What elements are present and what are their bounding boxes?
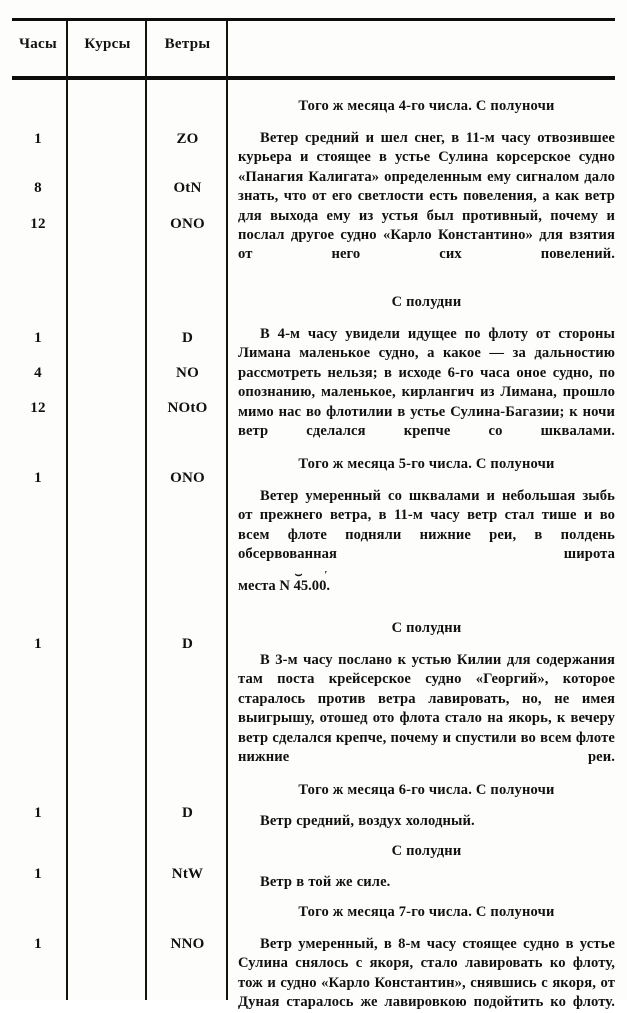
hours-entry: 12 bbox=[30, 216, 46, 232]
column-divider-winds-remarks bbox=[226, 21, 228, 1000]
log-paragraph-day4-midnight bbox=[238, 129, 615, 265]
winds-entry: ONO bbox=[170, 470, 205, 486]
column-divider-hours-courses bbox=[66, 21, 68, 1000]
hours-entry: 12 bbox=[30, 400, 46, 416]
winds-entry: NNO bbox=[170, 936, 205, 952]
winds-entry: D bbox=[181, 805, 194, 821]
log-paragraph-day5-midnight bbox=[238, 487, 615, 565]
section-heading-day5-noon: С полудни bbox=[391, 620, 462, 636]
winds-entry: OtN bbox=[173, 180, 202, 196]
table-top-rule bbox=[12, 18, 615, 21]
winds-entry: D bbox=[181, 636, 194, 652]
hours-entry: 1 bbox=[34, 866, 42, 882]
winds-entry: ONO bbox=[170, 216, 205, 232]
section-heading-day4-midnight: Того ж месяца 4-го числа. С полуночи bbox=[298, 98, 555, 114]
hours-entry: 1 bbox=[34, 131, 42, 147]
log-paragraph-text: Ветер средний и шел снег, в 11-м часу отвозившее курьера и стоящее в устье Сулина корсерское судно «Панагия Калигата» определенным ему сигналом дало знать, что от его светлости есть повеления, а как ветр для выхода ему из устья был противный, почему и послал другое судно «Карло Константино» для взятия от него сих повелений. bbox=[238, 130, 615, 263]
table-header-rule bbox=[12, 76, 615, 80]
hours-entry: 1 bbox=[34, 936, 42, 952]
column-header-hours: Часы bbox=[18, 36, 58, 52]
winds-entry: D bbox=[181, 330, 194, 346]
winds-entry: NO bbox=[176, 365, 199, 381]
log-paragraph-text: В 4-м часу увидели идущее по флоту от стороны Лимана маленькое судно, а какое — за дальностию рассмотреть нельзя; в исходе 6-го часа оное судно, по опознанию, маленькое, кирлангич из Лимана, прошло мимо нас во флотилии в устье Сулина-Багазии; к ночи ветр сделался крепче со шквалами. bbox=[238, 326, 615, 440]
hours-entry: 1 bbox=[34, 470, 42, 486]
log-paragraph-day4-noon bbox=[238, 325, 615, 441]
hours-entry: 1 bbox=[34, 636, 42, 652]
hours-entry: 8 bbox=[34, 180, 42, 196]
log-paragraph-text: Ветр в той же силе. bbox=[260, 874, 391, 890]
hours-entry: 4 bbox=[34, 365, 42, 381]
log-paragraph-text: Ветр средний, воздух холодный. bbox=[260, 813, 475, 829]
latitude-suffix: . bbox=[326, 577, 331, 594]
log-paragraph-text: Ветер умеренный со шквалами и небольшая зыбь от прежнего ветра, в 11-м часу ветр стал тише и во всем флоте подняли нижние реи, в полдень обсервованная широта bbox=[238, 488, 615, 563]
column-divider-courses-winds bbox=[145, 21, 147, 1000]
log-paragraph-day6-noon bbox=[238, 873, 615, 892]
section-heading-day6-midnight: Того ж месяца 6-го числа. С полуночи bbox=[298, 782, 555, 798]
log-paragraph-text: Ветр умеренный, в 8-м часу стоящее судно в устье Сулина снялось с якоря, стало лавировать ко флоту, тож и судно «Карло Константин», снявшись с якоря, от Дуная старалось же лавировкою подойтить ко флоту. bbox=[238, 936, 615, 1011]
section-heading-day4-noon: С полудни bbox=[391, 294, 462, 310]
latitude-value: ⌣ 45.00 ′ bbox=[294, 577, 327, 596]
column-header-courses: Курсы bbox=[84, 36, 131, 52]
section-heading-day6-noon: С полудни bbox=[391, 843, 462, 859]
hours-entry: 1 bbox=[34, 805, 42, 821]
log-paragraph-day7-midnight bbox=[238, 935, 615, 1013]
winds-entry: ZO bbox=[176, 131, 199, 147]
latitude-prefix: места N bbox=[238, 577, 294, 594]
section-heading-day5-midnight: Того ж месяца 5-го числа. С полуночи bbox=[298, 456, 555, 472]
hours-entry: 1 bbox=[34, 330, 42, 346]
log-paragraph-day5-noon bbox=[238, 651, 615, 767]
section-heading-day7-midnight: Того ж месяца 7-го числа. С полуночи bbox=[298, 904, 555, 920]
winds-entry: NtW bbox=[171, 866, 204, 882]
log-paragraph-day6-midnight bbox=[238, 812, 615, 831]
column-header-winds: Ветры bbox=[164, 36, 211, 52]
winds-entry: NOtO bbox=[167, 400, 208, 416]
observed-latitude bbox=[238, 577, 615, 596]
log-paragraph-text: В 3-м часу послано к устью Килии для содержания там поста крейсерское судно «Георгий», которое старалось против ветра лавировать, но, не имея выигрышу, отошед ото флота стало на якорь, к вечеру ветр сделался крепче, почему и спустили во всем флоте нижние реи. bbox=[238, 652, 615, 766]
